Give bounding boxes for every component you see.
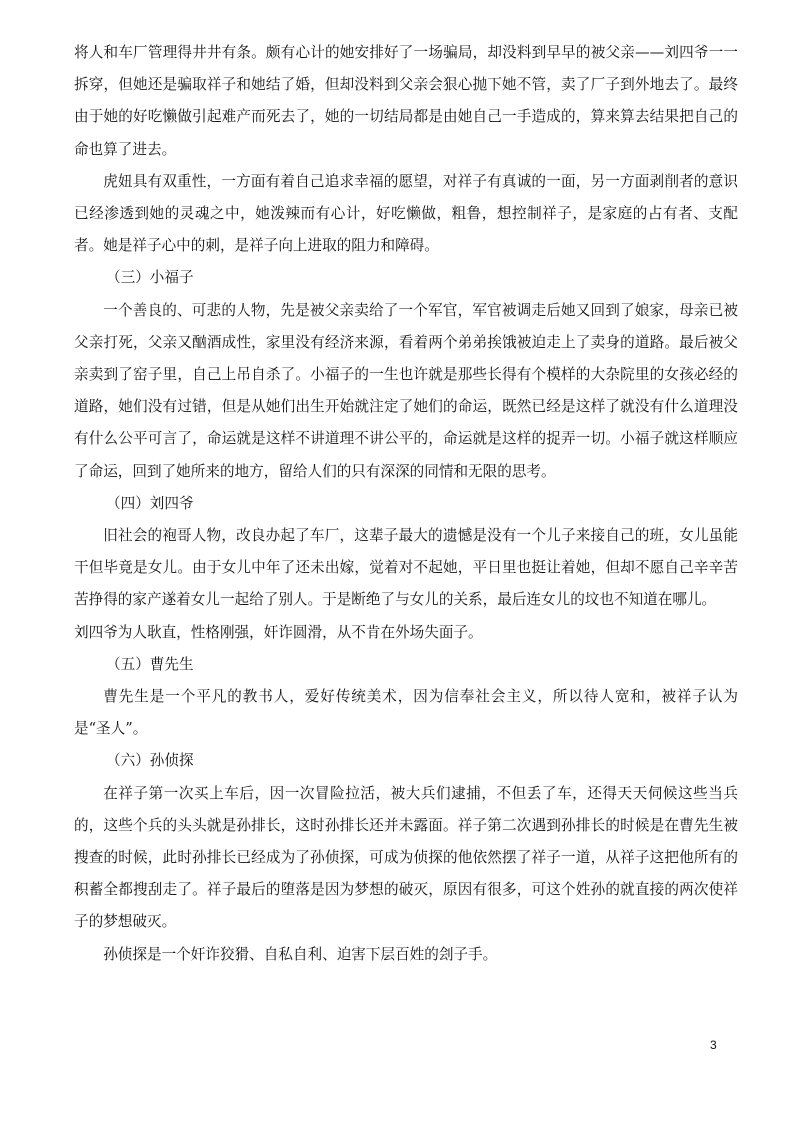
section-heading-liusiye: （四）刘四爷 bbox=[106, 494, 194, 512]
paragraph-huniu-story: 将人和车厂管理得井井有条。颇有心计的她安排好了一场骗局，却没料到早早的被父亲——刘四爷一一拆穿，但她还是骗取祥子和她结了婚，但却没料到父亲会狠心抛下她不管，卖了厂子到外地去了。最终由于她的好吃懒做引起难产而死去了，她的一切结局都是由她自己一手造成的，算来算去结果把自己的命也算了进去。 bbox=[74, 44, 738, 158]
paragraph-sunzhentan-character: 孙侦探是一个奸诈狡猾、自私自利、迫害下层百姓的刽子手。 bbox=[103, 945, 498, 963]
section-heading-sunzhentan: （六）孙侦探 bbox=[106, 752, 194, 770]
paragraph-huniu-character: 虎妞具有双重性，一方面有着自己追求幸福的愿望，对祥子有真诚的一面，另一方面剥削者的意识已经渗透到她的灵魂之中，她泼辣而有心计，好吃懒做，粗鲁，想控制祥子，是家庭的占有者、支配者。她是祥子心中的刺，是祥子向上进取的阻力和障碍。 bbox=[74, 172, 738, 255]
page-number: 3 bbox=[710, 1038, 717, 1052]
document-body bbox=[74, 37, 738, 971]
paragraph-liusiye-character: 刘四爷为人耿直，性格刚强，奸诈圆滑，从不肯在外场失面子。 bbox=[74, 623, 483, 641]
paragraph-sunzhentan-story: 在祥子第一次买上车后，因一次冒险拉活，被大兵们逮捕，不但丢了车，还得天天伺候这些当兵的，这些个兵的头头就是孙排长，这时孙排长还并未露面。祥子第二次遇到孙排长的时候是在曹先生被搜查的时候，此时孙排长已经成为了孙侦探，可成为侦探的他依然摆了祥子一道，从祥子这把他所有的积蓄全都搜刮走了。祥子最后的堕落是因为梦想的破灭，原因有很多，可这个姓孙的就直接的两次使祥子的梦想破灭。 bbox=[74, 784, 738, 931]
section-heading-caoxiansheng: （五）曹先生 bbox=[106, 655, 194, 673]
paragraph-liusiye: 旧社会的袍哥人物，改良办起了车厂，这辈子最大的遗憾是没有一个儿子来接自己的班，女儿虽能干但毕竟是女儿。由于女儿中年了还未出嫁，觉着对不起她，平日里也挺让着她，但却不愿自己辛辛苦苦挣得的家产遂着女儿一起给了别人。于是断绝了与女儿的关系，最后连女儿的坟也不知道在哪儿。 bbox=[74, 527, 738, 609]
paragraph-caoxiansheng: 曹先生是一个平凡的教书人，爱好传统美术，因为信奉社会主义，所以待人宽和，被祥子认为是“圣人”。 bbox=[74, 688, 738, 738]
paragraph-xiaofuzi: 一个善良的、可悲的人物，先是被父亲卖给了一个军官，军官被调走后她又回到了娘家，母亲已被父亲打死，父亲又酗酒成性，家里没有经济来源，看着两个弟弟挨饿被迫走上了卖身的道路。最后被父亲卖到了窑子里，自己上吊自杀了。小福子的一生也许就是那些长得有个模样的大杂院里的女孩必经的道路，她们没有过错，但是从她们出生开始就注定了她们的命运，既然已经是这样了就没有什么道理没有什么公平可言了，命运就是这样不讲道理不讲公平的，命运就是这样的捉弄一切。小福子就这样顺应了命运，回到了她所来的地方，留给人们的只有深深的同情和无限的思考。 bbox=[74, 301, 738, 480]
section-heading-xiaofuzi: （三）小福子 bbox=[106, 269, 194, 287]
